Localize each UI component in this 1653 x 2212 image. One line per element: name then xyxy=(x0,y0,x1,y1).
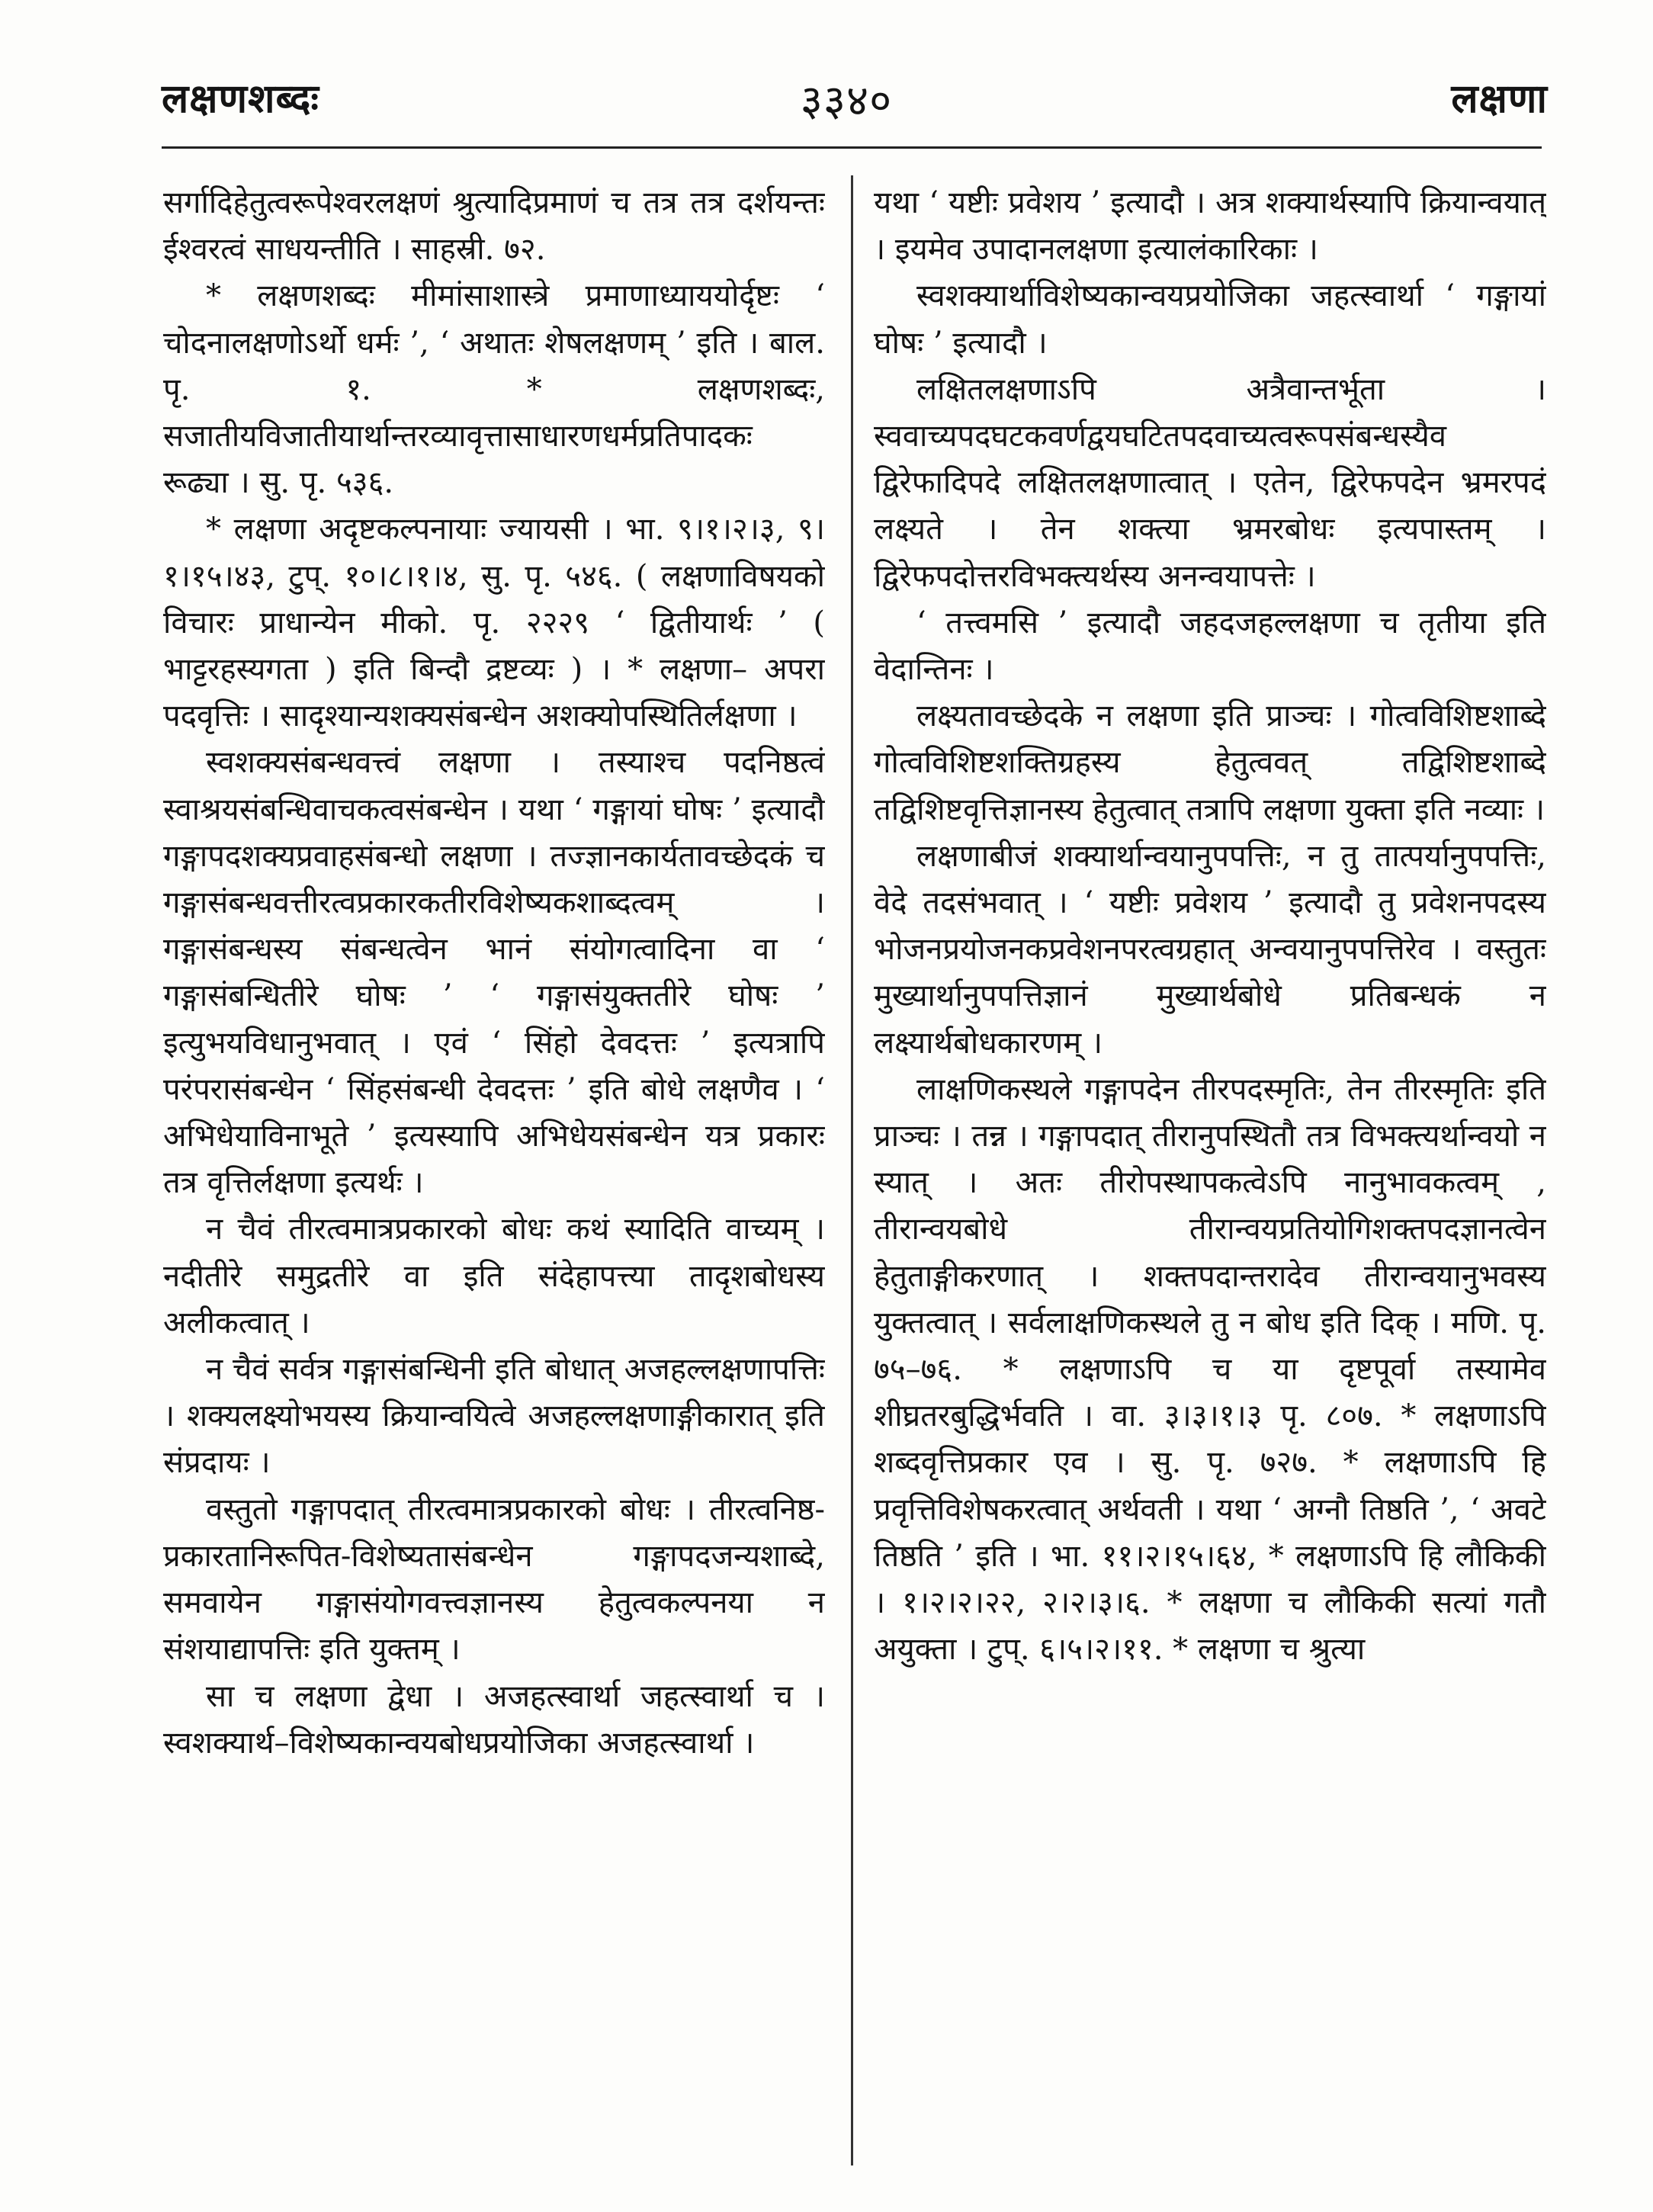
header-headword-left: लक्षणशब्दः xyxy=(162,75,319,122)
header-rule xyxy=(162,146,1542,149)
right-paragraph-6: लक्षणाबीजं शक्यार्थान्वयानुपपत्तिः, न तु तात्पर्यानुपपत्तिः, वेदे तदसंभवात् । ‘ यष्टीः प्रवेशय ’ इत्यादौ तु प्रवेशनपदस्य भोजनप्रयोजनकप्रवेशनपरत्वग्रहात् अन्वयानुपपत्तिरेव । वस्तुतः मुख्यार्थानुपपत्तिज्ञानं मुख्यार्थबोधे प्रतिबन्धकं न लक्ष्यार्थबोधकारणम् । xyxy=(874,838,1546,1061)
left-paragraph-4: स्वशक्यसंबन्धवत्त्वं लक्षणा । तस्याश्च पदनिष्ठत्वं स्वाश्रयसंबन्धिवाचकत्वसंबन्धेन । यथा ‘ गङ्गायां घोषः ’ इत्यादौ गङ्गापदशक्यप्रवाहसंबन्धो लक्षणा । तज्ज्ञानकार्यतावच्छेदकं च गङ्गासंबन्धवत्तीरत्वप्रकारकतीरविशेष्यकशाब्दत्वम् । गङ्गासंबन्धस्य संबन्धत्वेन भानं संयोगत्वादिना वा ‘ गङ्गासंबन्धितीरे घोषः ’ ‘ गङ्गासंयुक्ततीरे घोषः ’ इत्युभयविधानुभवात् । एवं ‘ सिंहो देवदत्तः ’ इत्यत्रापि परंपरासंबन्धेन ‘ सिंहसंबन्धी देवदत्तः ’ इति बोधे लक्षणैव । ‘ अभिधेयाविनाभूते ’ इत्यस्यापि अभिधेयसंबन्धेन यत्र प्रकारः तत्र वृत्तिर्लक्षणा इत्यर्थः । xyxy=(163,745,825,1201)
right-paragraph-1: यथा ‘ यष्टीः प्रवेशय ’ इत्यादौ । अत्र शक्यार्थस्यापि क्रियान्वयात् । इयमेव उपादानलक्षणा इत्यालंकारिकाः । xyxy=(874,185,1546,268)
page-number: ३३४० xyxy=(800,76,893,126)
right-paragraph-7: लाक्षणिकस्थले गङ्गापदेन तीरपदस्मृतिः, तेन तीरस्मृतिः इति प्राञ्चः । तन्न । गङ्गापदात् तीरानुपस्थितौ तत्र विभक्त्यर्थान्वयो न स्यात् । अतः तीरोपस्थापकत्वेऽपि नानुभावकत्वम् , तीरान्वयबोधे तीरान्वयप्रतियोगिशक्तपदज्ञानत्वेन हेतुताङ्गीकरणात् । शक्तपदान्तरादेव तीरान्वयानुभवस्य युक्तत्वात् । सर्वलाक्षणिकस्थले तु न बोध इति दिक् । मणि. पृ. ७५–७६. * लक्षणाऽपि च या दृष्टपूर्वा तस्यामेव शीघ्रतरबुद्धिर्भवति । वा. ३।३।१।३ पृ. ८०७. * लक्षणाऽपि शब्दवृत्तिप्रकार एव । सु. पृ. ७२७. * लक्षणाऽपि हि प्रवृत्तिविशेषकरत्वात् अर्थवती । यथा ‘ अग्नौ तिष्ठति ’, ‘ अवटे तिष्ठति ’ इति । भा. ११।२।१५।६४, * लक्षणाऽपि हि लौकिकी । १।२।२।२२, २।२।३।६. * लक्षणा च लौकिकी सत्यां गतौ अयुक्ता । टुप्. ६।५।२।११. * लक्षणा च श्रुत्या xyxy=(874,1071,1546,1668)
header-headword-right: लक्षणा xyxy=(1451,75,1548,122)
left-paragraph-2: * लक्षणशब्दः मीमांसाशास्त्रे प्रमाणाध्याययोर्दृष्टः ‘ चोदनालक्षणोऽर्थो धर्मः ’, ‘ अथातः शेषलक्षणम् ’ इति । बाल. पृ. १. * लक्षणशब्दः, सजातीयविजातीयार्थान्तरव्यावृत्तासाधारणधर्मप्रतिपादकः रूढ्या । सु. पृ. ५३६. xyxy=(163,278,825,501)
left-paragraph-3: * लक्षणा अदृष्टकल्पनायाः ज्यायसी । भा. ९।१।२।३, ९।१।१५।४३, टुप्. १०।८।१।४, सु. पृ. ५४६. ( लक्षणाविषयको विचारः प्राधान्येन मीको. पृ. २२२९ ‘ द्वितीयार्थः ’ ( भाट्टरहस्यगता ) इति बिन्दौ द्रष्टव्यः ) । * लक्षणा– अपरा पदवृत्तिः । सादृश्यान्यशक्यसंबन्धेन अशक्योपस्थितिर्लक्षणा । xyxy=(163,512,825,734)
right-column xyxy=(874,180,1546,2170)
right-paragraph-3: लक्षितलक्षणाऽपि अत्रैवान्तर्भूता । स्ववाच्यपदघटकवर्णद्वयघटितपदवाच्यत्वरूपसंबन्धस्यैव द्विरेफादिपदे लक्षितलक्षणात्वात् । एतेन, द्विरेफपदेन भ्रमरपदं लक्ष्यते । तेन शक्त्या भ्रमरबोधः इत्यपास्तम् । द्विरेफपदोत्तरविभक्त्यर्थस्य अनन्वयापत्तेः । xyxy=(874,371,1546,594)
left-column xyxy=(163,180,825,2170)
left-paragraph-8: सा च लक्षणा द्वेधा । अजहत्स्वार्था जहत्स्वार्था च । स्वशक्यार्थ–विशेष्यकान्वयबोधप्रयोजिका अजहत्स्वार्था । xyxy=(163,1678,825,1761)
right-paragraph-2: स्वशक्यार्थाविशेष्यकान्वयप्रयोजिका जहत्स्वार्था ‘ गङ्गायां घोषः ’ इत्यादौ । xyxy=(874,278,1546,361)
column-divider xyxy=(851,175,853,2165)
left-paragraph-1: सर्गादिहेतुत्वरूपेश्वरलक्षणं श्रुत्यादिप्रमाणं च तत्र तत्र दर्शयन्तः ईश्वरत्वं साधयन्तीति । साहस्री. ७२. xyxy=(163,185,825,268)
left-paragraph-7: वस्तुतो गङ्गापदात् तीरत्वमात्रप्रकारको बोधः । तीरत्वनिष्ठ-प्रकारतानिरूपित-विशेष्यतासंबन्धेन गङ्गापदजन्यशाब्दे, समवायेन गङ्गासंयोगवत्त्वज्ञानस्य हेतुत्वकल्पनया न संशयाद्यापत्तिः इति युक्तम् । xyxy=(163,1491,825,1668)
right-paragraph-5: लक्ष्यतावच्छेदके न लक्षणा इति प्राञ्चः । गोत्वविशिष्टशाब्दे गोत्वविशिष्टशक्तिग्रहस्य हेतुत्ववत् तद्विशिष्टशाब्दे तद्विशिष्टवृत्तिज्ञानस्य हेतुत्वात् तत्रापि लक्षणा युक्ता इति नव्याः । xyxy=(874,698,1546,827)
left-paragraph-6: न चैवं सर्वत्र गङ्गासंबन्धिनी इति बोधात् अजहल्लक्षणापत्तिः । शक्यलक्ष्योभयस्य क्रियान्वयित्वे अजहल्लक्षणाङ्गीकारात् इति संप्रदायः । xyxy=(163,1352,825,1481)
left-paragraph-5: न चैवं तीरत्वमात्रप्रकारको बोधः कथं स्यादिति वाच्यम् । नदीतीरे समुद्रतीरे वा इति संदेहापत्त्या तादृशबोधस्य अलीकत्वात् । xyxy=(163,1212,825,1340)
right-paragraph-4: ‘ तत्त्वमसि ’ इत्यादौ जहदजहल्लक्षणा च तृतीया इति वेदान्तिनः । xyxy=(874,605,1546,688)
